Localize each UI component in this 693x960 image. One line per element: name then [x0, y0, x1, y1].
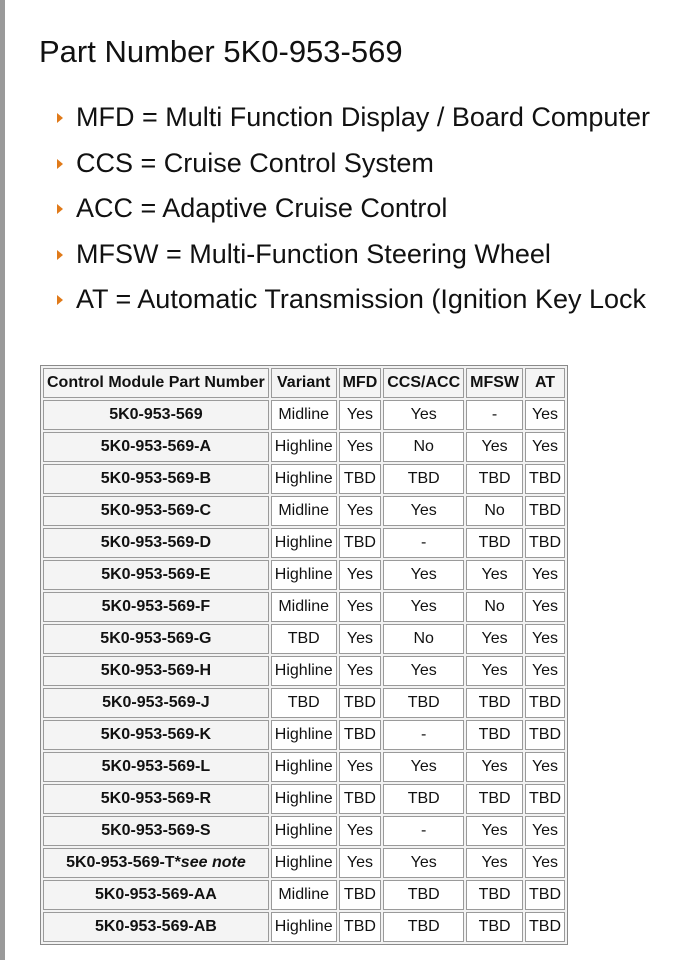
table-row — [43, 656, 565, 686]
part-number-text: 5K0-953-569-R — [100, 790, 212, 807]
variant-cell: Highline — [271, 784, 337, 814]
mfsw-cell: TBD — [466, 912, 523, 942]
table-row — [43, 496, 565, 526]
table-row — [43, 400, 565, 430]
ccs-acc-cell: Yes — [383, 848, 464, 878]
definition-text: AT = Automatic Transmission (Ignition Key Lock — [76, 284, 647, 314]
part-number-cell — [43, 528, 269, 558]
variant-cell: TBD — [271, 688, 337, 718]
table-row — [43, 432, 565, 462]
variant-cell: Highline — [271, 720, 337, 750]
part-number-cell — [43, 592, 269, 622]
at-cell: Yes — [525, 400, 565, 430]
at-cell: Yes — [525, 752, 565, 782]
bullet-arrow-icon — [57, 295, 63, 305]
mfd-cell: Yes — [339, 752, 382, 782]
mfsw-cell: Yes — [466, 848, 523, 878]
part-note-text: see note — [180, 854, 246, 871]
table-body — [43, 400, 565, 942]
part-number-cell — [43, 400, 269, 430]
mfd-cell: Yes — [339, 848, 382, 878]
definition-item — [0, 277, 693, 323]
header-variant: Variant — [271, 368, 337, 398]
page-title: Part Number 5K0-953-569 — [39, 34, 403, 69]
definition-item — [0, 232, 693, 278]
ccs-acc-cell: Yes — [383, 592, 464, 622]
ccs-acc-cell: TBD — [383, 688, 464, 718]
part-number-text: 5K0-953-569-F — [101, 598, 211, 615]
mfd-cell: TBD — [339, 912, 382, 942]
definition-item — [0, 141, 693, 187]
mfsw-cell: Yes — [466, 432, 523, 462]
mfsw-cell: TBD — [466, 880, 523, 910]
variant-cell: Highline — [271, 464, 337, 494]
at-cell: TBD — [525, 880, 565, 910]
mfsw-cell: TBD — [466, 528, 523, 558]
part-number-text: 5K0-953-569-H — [100, 662, 212, 679]
variant-cell: Highline — [271, 816, 337, 846]
table-row — [43, 624, 565, 654]
mfd-cell: TBD — [339, 688, 382, 718]
ccs-acc-cell: - — [383, 528, 464, 558]
variant-cell: Highline — [271, 560, 337, 590]
part-number-cell — [43, 816, 269, 846]
part-number-text: 5K0-953-569-S — [101, 822, 211, 839]
mfd-cell: TBD — [339, 720, 382, 750]
at-cell: Yes — [525, 656, 565, 686]
at-cell: TBD — [525, 720, 565, 750]
at-cell: TBD — [525, 464, 565, 494]
header-at: AT — [525, 368, 565, 398]
part-number-text: 5K0-953-569-AB — [94, 918, 217, 935]
part-number-cell — [43, 688, 269, 718]
part-number-cell — [43, 880, 269, 910]
at-cell: Yes — [525, 848, 565, 878]
definition-text: MFD = Multi Function Display / Board Computer — [76, 102, 650, 132]
at-cell: TBD — [525, 496, 565, 526]
table-row — [43, 592, 565, 622]
mfd-cell: Yes — [339, 400, 382, 430]
mfsw-cell: No — [466, 496, 523, 526]
mfsw-cell: TBD — [466, 688, 523, 718]
part-number-text: 5K0-953-569-A — [100, 438, 212, 455]
part-number-cell — [43, 656, 269, 686]
variant-cell: Midline — [271, 880, 337, 910]
definition-item — [0, 186, 693, 232]
mfsw-cell: Yes — [466, 752, 523, 782]
table-row — [43, 784, 565, 814]
ccs-acc-cell: Yes — [383, 400, 464, 430]
bullet-arrow-icon — [57, 159, 63, 169]
table-header-row — [43, 368, 565, 398]
variant-cell: Midline — [271, 400, 337, 430]
mfd-cell: Yes — [339, 624, 382, 654]
ccs-acc-cell: Yes — [383, 496, 464, 526]
table-row — [43, 560, 565, 590]
mfd-cell: Yes — [339, 656, 382, 686]
header-mfsw: MFSW — [466, 368, 523, 398]
table-row — [43, 688, 565, 718]
table-row — [43, 528, 565, 558]
at-cell: TBD — [525, 528, 565, 558]
variant-cell: Highline — [271, 848, 337, 878]
part-number-cell — [43, 560, 269, 590]
part-number-text: 5K0-953-569-L — [101, 758, 211, 775]
mfsw-cell: - — [466, 400, 523, 430]
at-cell: TBD — [525, 912, 565, 942]
header-mfd: MFD — [339, 368, 382, 398]
table-row — [43, 912, 565, 942]
mfd-cell: Yes — [339, 816, 382, 846]
header-ccs-acc: CCS/ACC — [383, 368, 464, 398]
at-cell: Yes — [525, 560, 565, 590]
part-number-text: 5K0-953-569-T* — [66, 854, 181, 871]
part-number-text: 5K0-953-569-AA — [94, 886, 217, 903]
variant-cell: Highline — [271, 752, 337, 782]
part-number-cell — [43, 752, 269, 782]
mfd-cell: TBD — [339, 464, 382, 494]
part-number-text: 5K0-953-569-G — [100, 630, 212, 647]
variant-cell: Highline — [271, 432, 337, 462]
at-cell: Yes — [525, 624, 565, 654]
part-number-cell — [43, 624, 269, 654]
variant-cell: Midline — [271, 496, 337, 526]
mfsw-cell: Yes — [466, 816, 523, 846]
table-row — [43, 720, 565, 750]
ccs-acc-cell: Yes — [383, 560, 464, 590]
ccs-acc-cell: No — [383, 624, 464, 654]
mfd-cell: TBD — [339, 880, 382, 910]
mfsw-cell: TBD — [466, 784, 523, 814]
bullet-arrow-icon — [57, 113, 63, 123]
table-row — [43, 880, 565, 910]
mfd-cell: Yes — [339, 496, 382, 526]
ccs-acc-cell: - — [383, 816, 464, 846]
definition-text: ACC = Adaptive Cruise Control — [76, 193, 448, 223]
part-number-cell — [43, 784, 269, 814]
part-number-cell — [43, 848, 269, 878]
variant-cell: Midline — [271, 592, 337, 622]
mfd-cell: TBD — [339, 528, 382, 558]
ccs-acc-cell: TBD — [383, 880, 464, 910]
part-number-table — [40, 365, 568, 945]
at-cell: TBD — [525, 688, 565, 718]
at-cell: Yes — [525, 592, 565, 622]
table-row — [43, 848, 565, 878]
ccs-acc-cell: - — [383, 720, 464, 750]
mfd-cell: Yes — [339, 560, 382, 590]
ccs-acc-cell: TBD — [383, 784, 464, 814]
part-number-text: 5K0-953-569 — [109, 406, 203, 423]
part-number-text: 5K0-953-569-K — [100, 726, 212, 743]
part-number-text: 5K0-953-569-E — [101, 566, 211, 583]
bullet-arrow-icon — [57, 250, 63, 260]
variant-cell: Highline — [271, 656, 337, 686]
mfsw-cell: TBD — [466, 720, 523, 750]
part-number-cell — [43, 496, 269, 526]
mfsw-cell: Yes — [466, 560, 523, 590]
part-number-cell — [43, 912, 269, 942]
mfsw-cell: TBD — [466, 464, 523, 494]
mfd-cell: Yes — [339, 592, 382, 622]
mfd-cell: TBD — [339, 784, 382, 814]
variant-cell: Highline — [271, 528, 337, 558]
table-row — [43, 464, 565, 494]
variant-cell: TBD — [271, 624, 337, 654]
part-number-text: 5K0-953-569-C — [100, 502, 212, 519]
definitions-list — [0, 95, 693, 323]
variant-cell: Highline — [271, 912, 337, 942]
at-cell: TBD — [525, 784, 565, 814]
bullet-arrow-icon — [57, 204, 63, 214]
mfsw-cell: Yes — [466, 656, 523, 686]
ccs-acc-cell: TBD — [383, 912, 464, 942]
at-cell: Yes — [525, 816, 565, 846]
ccs-acc-cell: No — [383, 432, 464, 462]
definition-text: CCS = Cruise Control System — [76, 147, 434, 178]
part-number-cell — [43, 464, 269, 494]
part-number-text: 5K0-953-569-D — [100, 534, 212, 551]
table-row — [43, 816, 565, 846]
definition-item — [0, 95, 693, 141]
part-number-text: 5K0-953-569-B — [100, 470, 212, 487]
mfsw-cell: Yes — [466, 624, 523, 654]
header-part-number: Control Module Part Number — [43, 368, 269, 398]
mfd-cell: Yes — [339, 432, 382, 462]
part-number-cell — [43, 432, 269, 462]
at-cell: Yes — [525, 432, 565, 462]
ccs-acc-cell: TBD — [383, 464, 464, 494]
part-number-text: 5K0-953-569-J — [102, 694, 210, 711]
ccs-acc-cell: Yes — [383, 752, 464, 782]
part-number-cell — [43, 720, 269, 750]
definition-text: MFSW = Multi-Function Steering Wheel — [76, 238, 551, 269]
mfsw-cell: No — [466, 592, 523, 622]
ccs-acc-cell: Yes — [383, 656, 464, 686]
table-row — [43, 752, 565, 782]
